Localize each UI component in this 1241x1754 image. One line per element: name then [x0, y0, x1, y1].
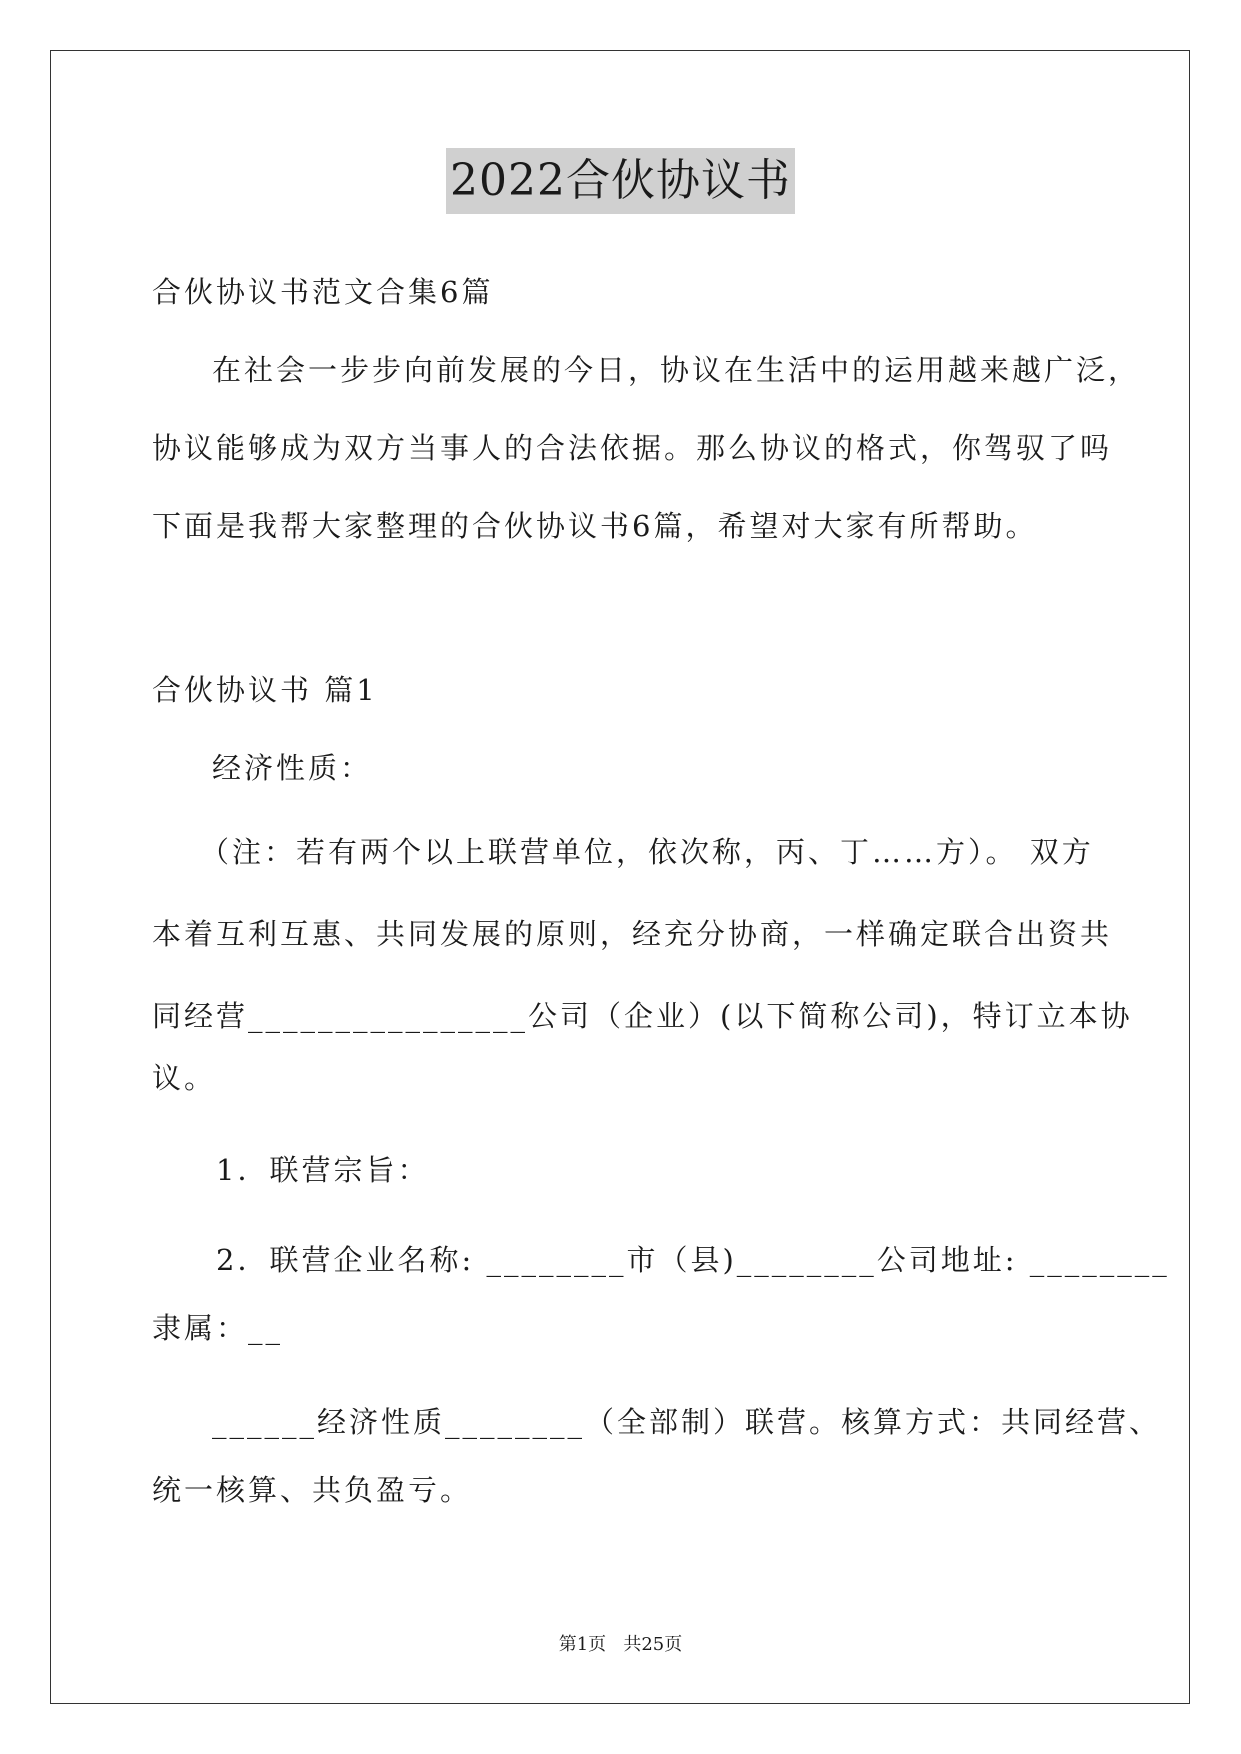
section-heading: 合伙协议书 篇1	[152, 673, 378, 707]
body-line: 经济性质：	[212, 751, 373, 785]
document-title: 2022合伙协议书	[446, 148, 795, 214]
clause-line: 隶属：__	[152, 1311, 284, 1345]
page-footer: 第1页 共25页	[558, 1634, 683, 1655]
title-container	[0, 148, 1241, 214]
intro-paragraph-line: 下面是我帮大家整理的合伙协议书6篇，希望对大家有所帮助。	[152, 509, 1038, 543]
collection-heading: 合伙协议书范文合集6篇	[152, 275, 494, 309]
intro-paragraph-line: 协议能够成为双方当事人的合法依据。那么协议的格式，你驾驭了吗	[152, 431, 1113, 465]
body-line: 同经营________________公司（企业）(以下简称公司)，特订立本协	[152, 999, 1133, 1033]
body-line: 本着互利互惠、共同发展的原则，经充分协商，一样确定联合出资共	[152, 917, 1113, 951]
clause-line: 统一核算、共负盈亏。	[152, 1473, 473, 1507]
body-line: 议。	[152, 1061, 217, 1095]
intro-paragraph-line: 在社会一步步向前发展的今日，协议在生活中的运用越来越广泛，	[212, 353, 1141, 387]
clause-line: ______经济性质________（全部制）联营。核算方式：共同经营、	[212, 1405, 1162, 1439]
clause-line: 1．联营宗旨：	[216, 1153, 430, 1187]
clause-line: 2．联营企业名称: ________市（县)________公司地址: ________	[216, 1243, 1170, 1277]
body-line: （注：若有两个以上联营单位，依次称，丙、丁……方）。 双方	[200, 835, 1094, 869]
